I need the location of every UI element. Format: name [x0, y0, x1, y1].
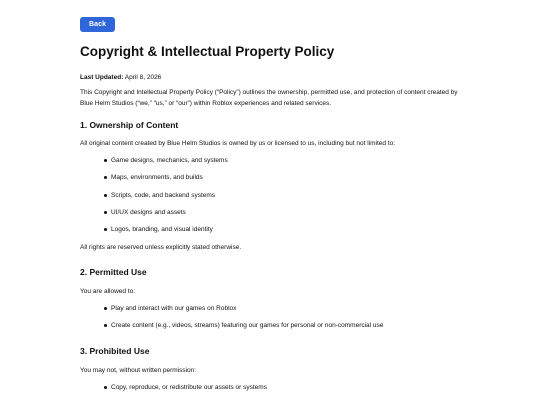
back-button[interactable]: Back [80, 17, 115, 32]
section-heading-ownership: 1. Ownership of Content [80, 120, 179, 130]
intro-paragraph: This Copyright and Intellectual Property Policy (“Policy”) outlines the ownership, permitted use, and protection of content created by Blue Helm Studios (“we,” “us,” or “our”) within Roblox experiences and related services. [80, 89, 458, 107]
prohibited-list [80, 383, 267, 392]
list-item: Maps, environments, and builds [80, 173, 228, 182]
section-lead-prohibited: You may not, without written permission: [80, 367, 197, 374]
permitted-list [80, 304, 383, 330]
section-heading-permitted: 2. Permitted Use [80, 267, 147, 277]
section-lead-permitted: You are allowed to: [80, 288, 136, 295]
page-title: Copyright & Intellectual Property Policy [80, 44, 335, 59]
list-item: Scripts, code, and backend systems [80, 191, 228, 200]
last-updated-label: Last Updated: [80, 74, 124, 81]
section-heading-prohibited: 3. Prohibited Use [80, 346, 150, 356]
last-updated-value: April 8, 2026 [124, 74, 162, 81]
list-item: Game designs, mechanics, and systems [80, 156, 228, 165]
list-item: Logos, branding, and visual identity [80, 225, 228, 234]
last-updated [80, 73, 540, 82]
list-item: UI/UX designs and assets [80, 208, 228, 217]
list-item: Create content (e.g., videos, streams) featuring our games for personal or non-commercial use [80, 321, 383, 330]
section-lead-ownership: All original content created by Blue Helm Studios is owned by us or licensed to us, including but not limited to: [80, 140, 396, 147]
list-item: Copy, reproduce, or redistribute our assets or systems [80, 383, 267, 392]
ownership-list [80, 156, 228, 234]
list-item: Play and interact with our games on Roblox [80, 304, 383, 313]
section-trailer-ownership: All rights are reserved unless explicitly stated otherwise. [80, 244, 242, 251]
